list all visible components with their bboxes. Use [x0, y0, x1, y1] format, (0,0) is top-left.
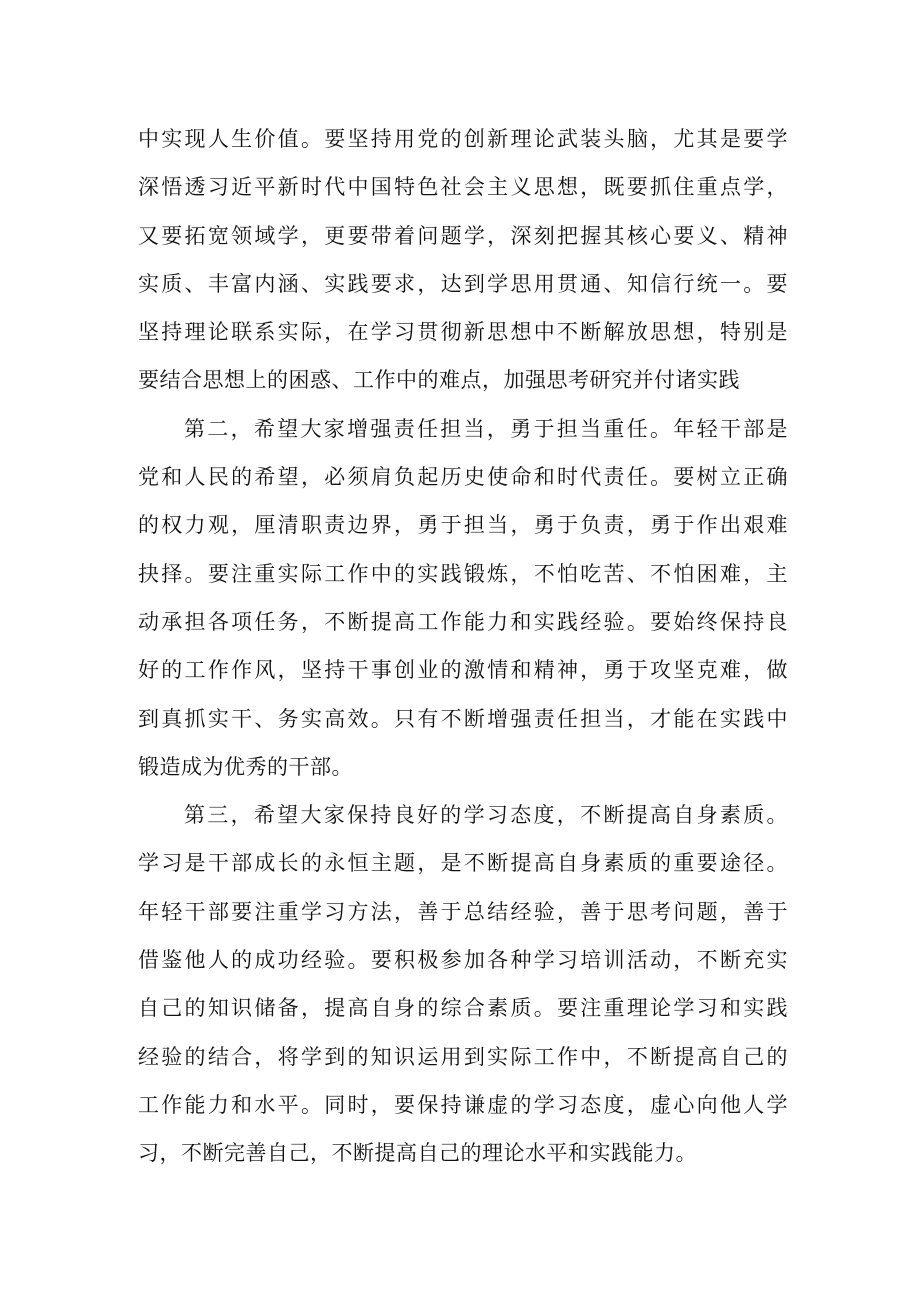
text-line: 工作能力和水平。同时，要保持谦虚的学习态度，虚心向他人学	[138, 1092, 788, 1117]
text-line: 经验的结合，将学到的知识运用到实际工作中，不断提高自己的	[138, 1044, 788, 1069]
paragraph-second-point	[138, 405, 788, 791]
text-line: 学习是干部成长的永恒主题，是不断提高自身素质的重要途径。	[138, 851, 788, 876]
paragraph-third-point	[138, 791, 788, 1177]
text-line: 又要拓宽领域学，更要带着问题学，深刻把握其核心要义、精神	[138, 223, 788, 248]
text-line: 习，不断完善自己，不断提高自己的理论水平和实践能力。	[138, 1141, 697, 1166]
text-line: 的权力观，厘清职责边界，勇于担当，勇于负责，勇于作出艰难	[138, 513, 788, 538]
text-line: 第二，希望大家增强责任担当，勇于担当重任。年轻干部是	[184, 416, 788, 441]
text-line: 锻造成为优秀的干部。	[138, 754, 353, 779]
text-line: 抉择。要注重实际工作中的实践锻炼，不怕吃苦、不怕困难，主	[138, 561, 788, 586]
text-line: 好的工作作风，坚持干事创业的激情和精神，勇于攻坚克难，做	[138, 658, 788, 683]
text-line: 实质、丰富内涵、实践要求，达到学思用贯通、知信行统一。要	[138, 271, 788, 296]
document-body	[138, 115, 788, 1178]
text-line: 自己的知识储备，提高自身的综合素质。要注重理论学习和实践	[138, 996, 788, 1021]
text-line: 党和人民的希望，必须肩负起历史使命和时代责任。要树立正确	[138, 465, 788, 490]
text-line: 第三，希望大家保持良好的学习态度，不断提高自身素质。	[184, 803, 788, 828]
text-line: 坚持理论联系实际，在学习贯彻新思想中不断解放思想，特别是	[138, 320, 788, 345]
text-line: 借鉴他人的成功经验。要积极参加各种学习培训活动，不断充实	[138, 948, 788, 973]
text-line: 动承担各项任务，不断提高工作能力和实践经验。要始终保持良	[138, 609, 788, 634]
text-line: 要结合思想上的困惑、工作中的难点，加强思考研究并付诸实践	[138, 368, 740, 393]
paragraph-continuation	[138, 115, 788, 405]
text-line: 到真抓实干、务实高效。只有不断增强责任担当，才能在实践中	[138, 706, 788, 731]
text-line: 年轻干部要注重学习方法，善于总结经验，善于思考问题，善于	[138, 899, 788, 924]
text-line: 深悟透习近平新时代中国特色社会主义思想，既要抓住重点学，	[138, 175, 788, 200]
text-line: 中实现人生价值。要坚持用党的创新理论武装头脑，尤其是要学	[138, 127, 788, 151]
